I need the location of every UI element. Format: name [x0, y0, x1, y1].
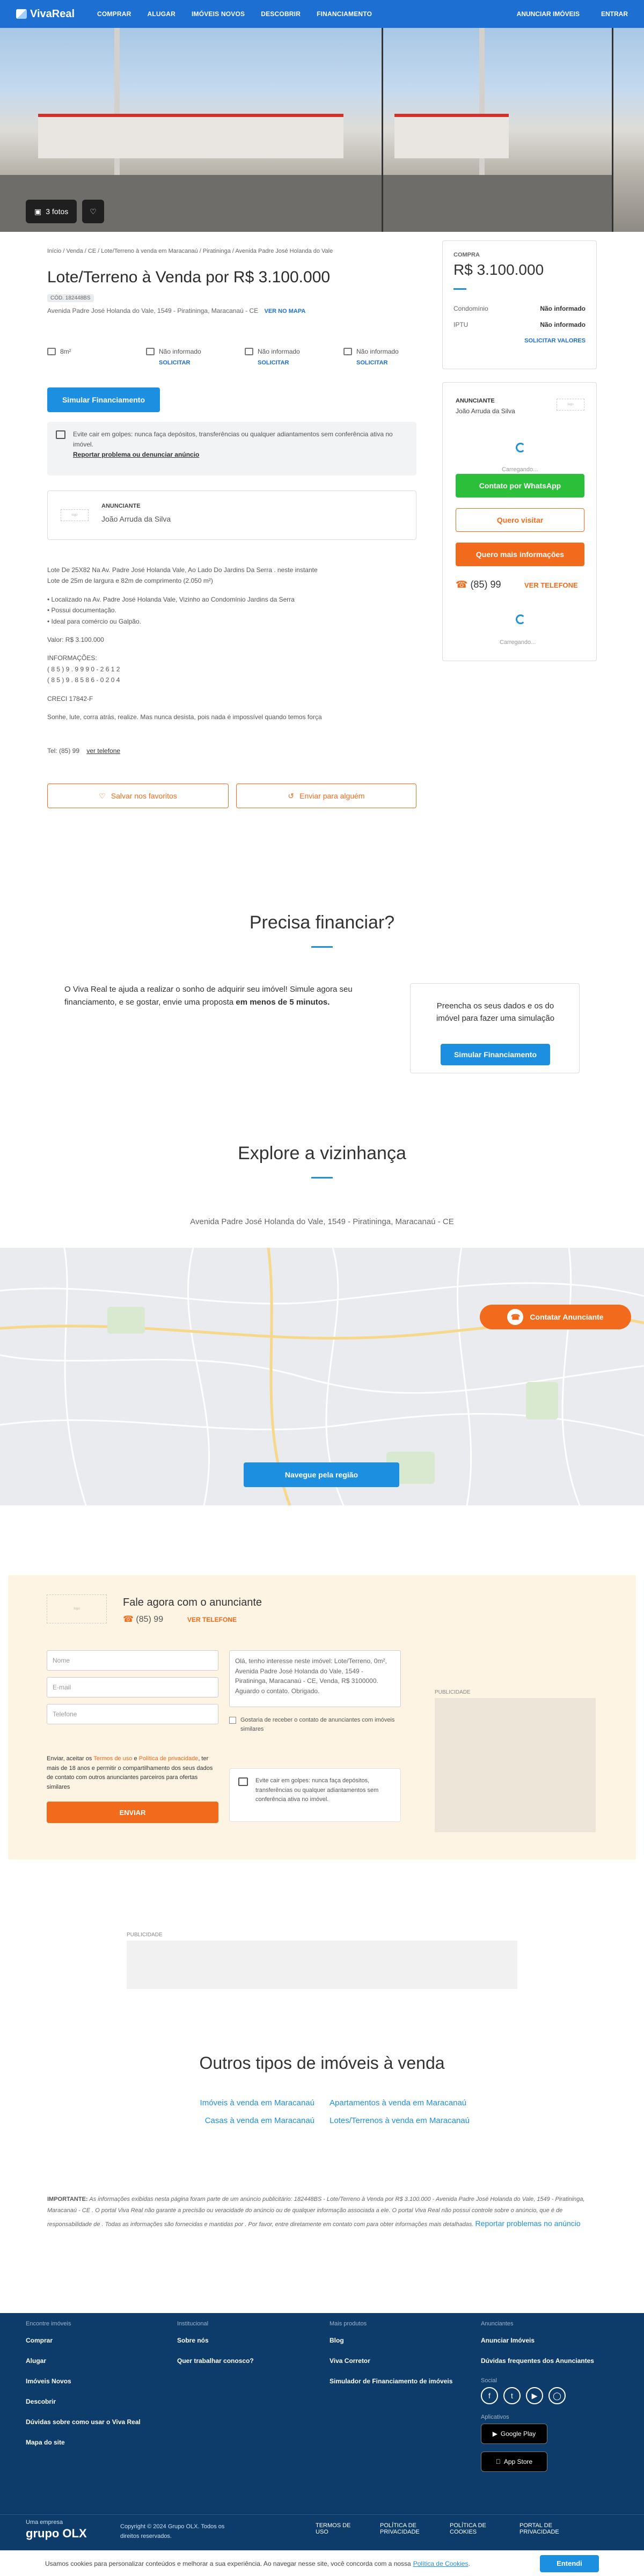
footer-col-find: Encontre imóveis Comprar Alugar Imóveis Novos Descobrir Dúvidas sobre como usar o Viva Real Mapa do site — [26, 2321, 155, 2459]
neighborhood-map[interactable] — [0, 1248, 644, 1505]
phone-preview: ☎ (85) 99 — [456, 579, 501, 590]
contact-advertiser-button[interactable]: ☎ Contatar Anunciante — [480, 1305, 631, 1329]
request-values-link[interactable]: SOLICITAR VALORES — [524, 338, 586, 344]
finance-box: Preencha os seus dados e os do imóvel para fazer uma simulação Simular Financiamento — [410, 983, 580, 1073]
footer-link[interactable]: Alugar — [26, 2357, 47, 2365]
loading-text: Carregando... — [500, 639, 536, 646]
favorite-heart-button[interactable] — [82, 200, 104, 223]
copyright: Copyright © 2024 Grupo OLX. Todos os direitos reservados. — [120, 2523, 225, 2540]
footer-link[interactable]: Imóveis Novos — [26, 2377, 71, 2385]
phone-line: Tel: (85) 99 ver telefone — [47, 747, 121, 755]
photos-button[interactable]: ▣ 3 fotos — [26, 200, 77, 223]
description-line — [47, 645, 416, 653]
description-line: Sonhe, lute, corra atrás, realize. Mas nunca desista, pois nada é impossível quando temos força — [47, 713, 322, 721]
footer-link[interactable]: Dúvidas sobre como usar o Viva Real — [26, 2418, 141, 2426]
privacy-link[interactable]: Política de privacidade — [138, 1755, 199, 1762]
terms-link[interactable]: Termos de uso — [93, 1755, 133, 1762]
logo-mark-icon — [16, 9, 27, 19]
advertiser-label: ANUNCIANTE — [101, 503, 141, 509]
share-icon: ↺ — [288, 791, 295, 800]
price-card — [442, 240, 597, 369]
neighborhood-address: Avenida Padre José Holanda do Vale, 1549 - Piratininga, Maracanaú - CE — [190, 1217, 454, 1226]
bed-icon — [146, 348, 155, 355]
neighborhood-section — [0, 1143, 644, 1179]
loading-text: Carregando... — [502, 466, 538, 473]
scam-warning: Evite cair em golpes: nunca faça depósitos, transferências ou qualquer adiantamentos sem conferência ativa no imóvel. Reportar problema ou denunciar anúncio — [47, 422, 416, 475]
loading-spinner-icon — [516, 614, 525, 624]
advertiser-logo: logo — [61, 509, 89, 521]
send-button[interactable]: ENVIAR — [47, 1802, 218, 1823]
description-line: • Ideal para comércio ou Galpão. — [47, 617, 141, 625]
description-line: ( 8 5 ) 9 . 9 9 9 0 - 2 6 1 2 — [47, 665, 120, 673]
footer-link[interactable]: Blog — [330, 2337, 344, 2344]
email-input[interactable]: E-mail — [47, 1677, 218, 1697]
app-store-badge[interactable]: App Store — [481, 2451, 547, 2472]
feature-item: Não informado SOLICITAR — [146, 348, 226, 366]
legal-link[interactable]: POLÍTICA DE PRIVACIDADE — [380, 2522, 420, 2535]
other-type-link[interactable]: Imóveis à venda em Maracanaú — [200, 2098, 314, 2107]
footer-link[interactable]: Viva Corretor — [330, 2357, 370, 2365]
advertiser-logo: logo — [557, 399, 584, 411]
feature-item: Não informado SOLICITAR — [245, 348, 325, 366]
message-textarea[interactable]: Olá, tenho interesse neste imóvel: Lote/Terreno, 0m², Avenida Padre José Holanda do Vale, 1549 - Piratininga, Maracanaú - CE, Venda, R$ 3100000. Aguardo o contato. Obrigado. — [229, 1650, 401, 1707]
camera-icon: ▣ — [34, 207, 42, 216]
ad-slot[interactable] — [435, 1698, 596, 1832]
simulate-financing-button[interactable]: Simular Financiamento — [47, 387, 160, 412]
facebook-icon[interactable]: f — [481, 2387, 498, 2404]
nav-entrar[interactable]: ENTRAR — [601, 10, 628, 18]
vivareal-logo[interactable] — [16, 8, 75, 20]
other-types-links — [129, 2098, 515, 2125]
ad-slot[interactable] — [127, 1941, 517, 1989]
olx-group-logo[interactable]: grupo OLX — [26, 2527, 87, 2540]
footer-link[interactable]: Anunciar Imóveis — [481, 2337, 535, 2344]
car-icon — [343, 348, 352, 355]
breadcrumb[interactable]: Início / Venda / CE / Lote/Terreno à venda em Maracanaú / Piratininga / Avenida Padre José Holanda do Vale — [47, 248, 333, 254]
checkbox-icon — [229, 1717, 236, 1724]
nav-alugar[interactable]: ALUGAR — [147, 10, 175, 18]
features-list — [47, 348, 424, 366]
footer-link[interactable]: Comprar — [26, 2337, 53, 2344]
nav-comprar[interactable]: COMPRAR — [97, 10, 131, 18]
area-icon — [47, 348, 56, 355]
other-types-title: Outros tipos de imóveis à venda — [199, 2053, 445, 2073]
description-line — [47, 627, 416, 634]
nav-imoveis-novos[interactable]: IMÓVEIS NOVOS — [191, 10, 245, 18]
contact-card — [442, 382, 597, 661]
apple-icon — [496, 2458, 501, 2465]
phone-input[interactable]: Telefone — [47, 1704, 218, 1724]
play-icon: ▶ — [492, 2430, 497, 2438]
share-button[interactable]: ↺ Enviar para alguém — [236, 784, 416, 808]
finance-section — [0, 912, 644, 948]
youtube-icon[interactable]: ▶ — [526, 2387, 543, 2404]
nav-anunciar-imoveis[interactable]: ANUNCIAR IMÓVEIS — [516, 10, 580, 18]
main-nav — [97, 10, 372, 18]
terms-text: Enviar, aceitar os Termos de uso e Política de privacidade, ter mais de 18 anos e permitir o compartilhamento dos seus dados de contato com outros anunciantes parceiros para ofertas similares — [47, 1755, 213, 1790]
price-row: Condomínio Não informado — [453, 305, 586, 312]
listing-address: Avenida Padre José Holanda do Vale, 1549 - Piratininga, Maracanaú - CE VER NO MAPA — [47, 307, 306, 314]
footer-link[interactable]: Mapa do site — [26, 2439, 65, 2446]
loading-spinner-icon — [516, 443, 525, 452]
contact-title: Fale agora com o anunciante — [123, 1597, 262, 1608]
photo-gallery[interactable] — [0, 28, 644, 232]
finance-text: O Viva Real te ajuda a realizar o sonho de adquirir seu imóvel! Simule agora seu financiamento, e se gostar, envie uma proposta em menos de 5 minutos. — [64, 985, 353, 1007]
description-line: • Possui documentação. — [47, 606, 116, 614]
feature-area: 8m² — [47, 348, 128, 366]
footer-col-institutional: Institucional Sobre nós Quer trabalhar conosco? — [177, 2321, 295, 2377]
legal-link[interactable]: POLÍTICA DE COOKIES — [450, 2522, 486, 2535]
description-line: CRECI 17842-F — [47, 694, 93, 702]
price-row: IPTU Não informado — [453, 321, 586, 328]
description-line — [47, 587, 416, 594]
report-problems-link[interactable]: Reportar problemas no anúncio — [475, 2219, 581, 2228]
ad-label: PUBLICIDADE — [127, 1932, 163, 1938]
footer-link[interactable]: Simulador de Financiamento de imóveis — [330, 2377, 453, 2385]
footer-link[interactable]: Quer trabalhar conosco? — [177, 2357, 254, 2365]
description-line — [47, 704, 416, 712]
visit-button[interactable]: Quero visitar — [456, 508, 584, 532]
show-phone-button[interactable]: VER TELEFONE — [524, 581, 578, 589]
twitter-icon[interactable]: t — [503, 2387, 521, 2404]
description-line — [47, 686, 416, 693]
request-link[interactable]: SOLICITAR — [159, 360, 191, 366]
description-line: INFORMAÇÕES: — [47, 654, 97, 662]
show-phone-button[interactable]: VER TELEFONE — [187, 1616, 237, 1623]
page-title: Lote/Terreno à Venda por R$ 3.100.000 — [47, 268, 331, 286]
disclaimer: IMPORTANTE: As informações exibidas nesta página foram parte de um anúncio publicitário: 182448BS - Lote/Terreno à Venda por R$ 3.100.000 - Avenida Padre José Holanda do Vale, 1549 - Piratininga, Maracanaú - CE . O portal Viva Real não garante a precisão ou veracidade do anúncio ou de qualquer informação associada a ele. O portal Viva Real não possui controle sobre o anúncio, que é de responsabilidade de . Todas as informações são fornecidas e mantidas por . Por favor, entre diretamente em contato com para obter informações mais detalhadas. Reportar problemas no anúncio — [47, 2196, 585, 2228]
description-line: ( 8 5 ) 9 . 8 5 8 6 - 0 2 0 4 — [47, 676, 120, 684]
instagram-icon[interactable]: ◯ — [548, 2387, 566, 2404]
legal-links — [316, 2522, 573, 2535]
scam-warning: Evite cair em golpes: nunca faça depósitos, transferências ou qualquer adiantamentos sem conferência ativa no imóvel. — [229, 1768, 401, 1822]
phone-icon: ☎ — [456, 579, 468, 590]
phone-icon: ☎ — [507, 1309, 523, 1325]
logo-text: VivaReal — [30, 8, 75, 20]
footer-link[interactable]: Sobre nós — [177, 2337, 209, 2344]
description-line: Lote de 25m de largura e 82m de comprimento (2.050 m²) — [47, 577, 213, 585]
heart-icon: ♡ — [99, 791, 106, 800]
bath-icon — [245, 348, 253, 355]
other-type-link[interactable]: Apartamentos à venda em Maracanaú — [330, 2098, 467, 2107]
warning-icon — [238, 1777, 248, 1786]
navigate-region-button[interactable]: Navegue pela região — [244, 1462, 399, 1487]
feature-item: Não informado SOLICITAR — [343, 348, 424, 366]
footer-col-advertisers: Anunciantes Anunciar Imóveis Dúvidas frequentes dos Anunciantes Social f t ▶ ◯ Aplicativos ▶ Google Play App Store — [481, 2321, 620, 2472]
advertiser-logo: logo — [47, 1594, 107, 1623]
advertiser-label: ANUNCIANTE — [456, 398, 495, 404]
finance-title: Precisa financiar? — [249, 912, 395, 933]
show-phone-link[interactable]: ver telefone — [86, 747, 121, 755]
save-favorites-button[interactable]: ♡ Salvar nos favoritos — [47, 784, 229, 808]
phone-icon: ☎ — [123, 1615, 134, 1624]
more-info-button[interactable]: Quero mais informações — [456, 543, 584, 566]
legal-link[interactable]: TERMOS DE USO — [316, 2522, 351, 2535]
report-problem-link[interactable]: Reportar problema ou denunciar anúncio — [73, 451, 200, 459]
advertiser-name: João Arruda da Silva — [101, 515, 171, 523]
heart-icon: ♡ — [90, 207, 97, 216]
top-header — [0, 0, 644, 28]
similar-offers-checkbox[interactable]: Gostaria de receber o contato de anunciantes com imóveis similares — [229, 1716, 401, 1733]
contact-phone: ☎ (85) 99 — [123, 1615, 164, 1624]
nav-financiamento[interactable]: FINANCIAMENTO — [317, 10, 372, 18]
other-type-link[interactable]: Lotes/Terrenos à venda em Maracanaú — [330, 2116, 470, 2125]
price: R$ 3.100.000 — [453, 261, 544, 278]
gallery-photo[interactable] — [383, 28, 612, 232]
cookie-policy-link[interactable]: Política de Cookies — [413, 2559, 469, 2567]
google-play-badge[interactable]: ▶ Google Play — [481, 2424, 547, 2444]
whatsapp-button[interactable]: Contato por WhatsApp — [456, 474, 584, 497]
warning-icon — [56, 430, 65, 439]
brand-tagline: Uma empresa — [26, 2519, 63, 2526]
request-link[interactable]: SOLICITAR — [258, 360, 289, 366]
gallery-photo[interactable] — [613, 28, 644, 232]
footer-link[interactable]: Dúvidas frequentes dos Anunciantes — [481, 2357, 594, 2365]
description-line: Lote De 25X82 Na Av. Padre José Holanda Vale, Ao Lado Do Jardins Da Serra . neste instante — [47, 566, 318, 574]
nav-descobrir[interactable]: DESCOBRIR — [261, 10, 301, 18]
footer-col-products: Mais produtos Blog Viva Corretor Simulador de Financiamento de imóveis — [330, 2321, 469, 2398]
map-link[interactable]: VER NO MAPA — [264, 308, 306, 314]
ad-label: PUBLICIDADE — [435, 1689, 471, 1695]
cookie-banner: Usamos cookies para personalizar conteúdos e melhorar a sua experiência. Ao navegar nesse site, você concorda com a nossa Política de Cookies . Entendi — [0, 2550, 644, 2576]
legal-link[interactable]: PORTAL DE PRIVACIDADE — [519, 2522, 559, 2535]
listing-code: CÓD. 182448BS — [47, 294, 94, 302]
neighborhood-title: Explore a vizinhança — [238, 1143, 406, 1163]
finance-simulate-button[interactable]: Simular Financiamento — [441, 1044, 550, 1065]
description-line: • Localizado na Av. Padre José Holanda Vale, Vizinho ao Condomínio Jardins da Serra — [47, 595, 295, 603]
footer — [0, 2313, 644, 2576]
accept-cookies-button[interactable]: Entendi — [540, 2555, 599, 2572]
advertiser-card[interactable] — [47, 491, 416, 540]
footer-link[interactable]: Descobrir — [26, 2398, 56, 2405]
description-line: Valor: R$ 3.100.000 — [47, 635, 104, 643]
request-link[interactable]: SOLICITAR — [356, 360, 388, 366]
contact-form-section — [8, 1575, 636, 1860]
advertiser-name: João Arruda da Silva — [456, 407, 515, 415]
name-input[interactable]: Nome — [47, 1650, 218, 1671]
other-type-link[interactable]: Casas à venda em Maracanaú — [204, 2116, 314, 2125]
deal-type: COMPRA — [453, 252, 480, 258]
listing-description — [47, 565, 416, 722]
